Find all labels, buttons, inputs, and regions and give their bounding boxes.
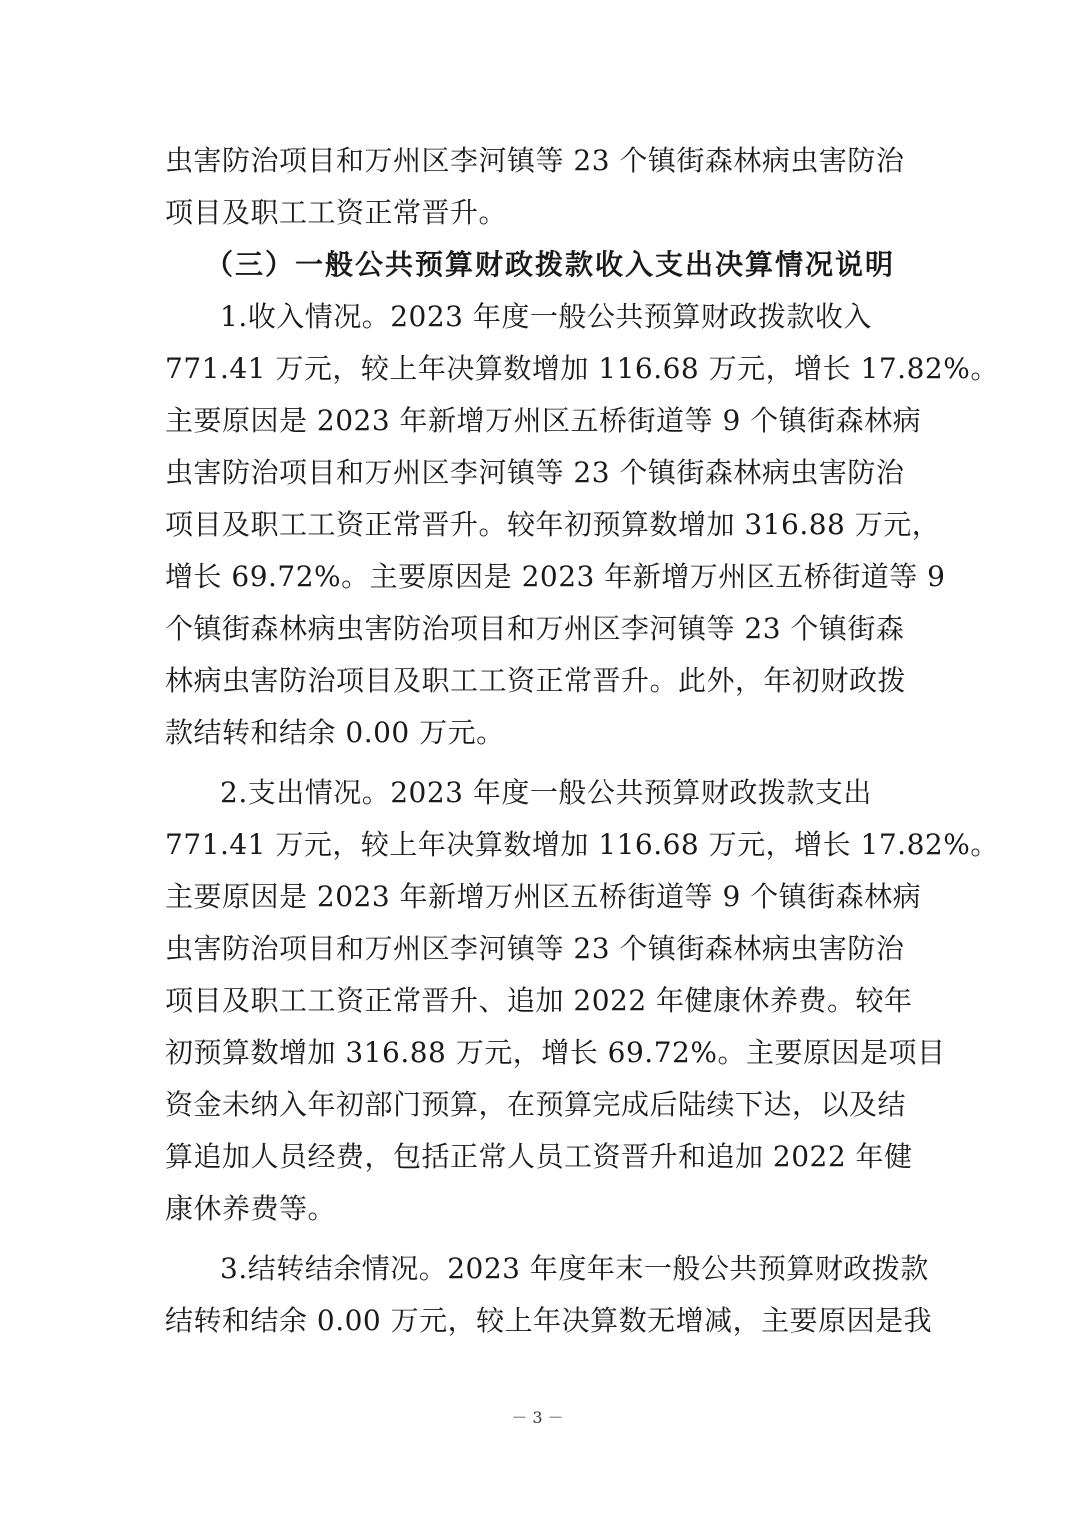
text-line: 主要原因是 2023 年新增万州区五桥街道等 9 个镇街森林病 xyxy=(165,404,922,437)
page-number: － 3 － xyxy=(511,1408,564,1427)
text-line: 虫害防治项目和万州区李河镇等 23 个镇街森林病虫害防治 xyxy=(165,932,905,965)
text-line: 初预算数增加 316.88 万元，增长 69.72%。主要原因是项目 xyxy=(165,1036,946,1069)
paragraph-balance-start: 3.结转结余情况。2023 年度年末一般公共预算财政拨款 xyxy=(220,1252,929,1285)
text-line: 虫害防治项目和万州区李河镇等 23 个镇街森林病虫害防治 xyxy=(165,144,905,177)
text-line: 结转和结余 0.00 万元，较上年决算数无增减，主要原因是我 xyxy=(165,1304,933,1337)
text-line: 康休养费等。 xyxy=(165,1192,337,1225)
text-line: 771.41 万元，较上年决算数增加 116.68 万元，增长 17.82%。 xyxy=(165,352,999,385)
text-line: 虫害防治项目和万州区李河镇等 23 个镇街森林病虫害防治 xyxy=(165,456,905,489)
paragraph-expense-start: 2.支出情况。2023 年度一般公共预算财政拨款支出 xyxy=(220,776,872,809)
text-line: 款结转和结余 0.00 万元。 xyxy=(165,716,505,749)
paragraph-income-start: 1.收入情况。2023 年度一般公共预算财政拨款收入 xyxy=(220,300,872,333)
text-line: 林病虫害防治项目及职工工资正常晋升。此外，年初财政拨 xyxy=(165,664,907,697)
text-line: 主要原因是 2023 年新增万州区五桥街道等 9 个镇街森林病 xyxy=(165,880,922,913)
section-heading: （三）一般公共预算财政拨款收入支出决算情况说明 xyxy=(205,248,896,281)
text-line: 771.41 万元，较上年决算数增加 116.68 万元，增长 17.82%。 xyxy=(165,828,999,861)
text-line: 资金未纳入年初部门预算，在预算完成后陆续下达，以及结 xyxy=(165,1088,907,1121)
text-line: 项目及职工工资正常晋升。 xyxy=(165,196,508,229)
text-line: 项目及职工工资正常晋升。较年初预算数增加 316.88 万元， xyxy=(165,508,941,541)
text-line: 算追加人员经费，包括正常人员工资晋升和追加 2022 年健 xyxy=(165,1140,913,1173)
text-line: 项目及职工工资正常晋升、追加 2022 年健康休养费。较年 xyxy=(165,984,913,1017)
text-line: 个镇街森林病虫害防治项目和万州区李河镇等 23 个镇街森 xyxy=(165,612,905,645)
text-line: 增长 69.72%。主要原因是 2023 年新增万州区五桥街道等 9 xyxy=(165,560,946,593)
